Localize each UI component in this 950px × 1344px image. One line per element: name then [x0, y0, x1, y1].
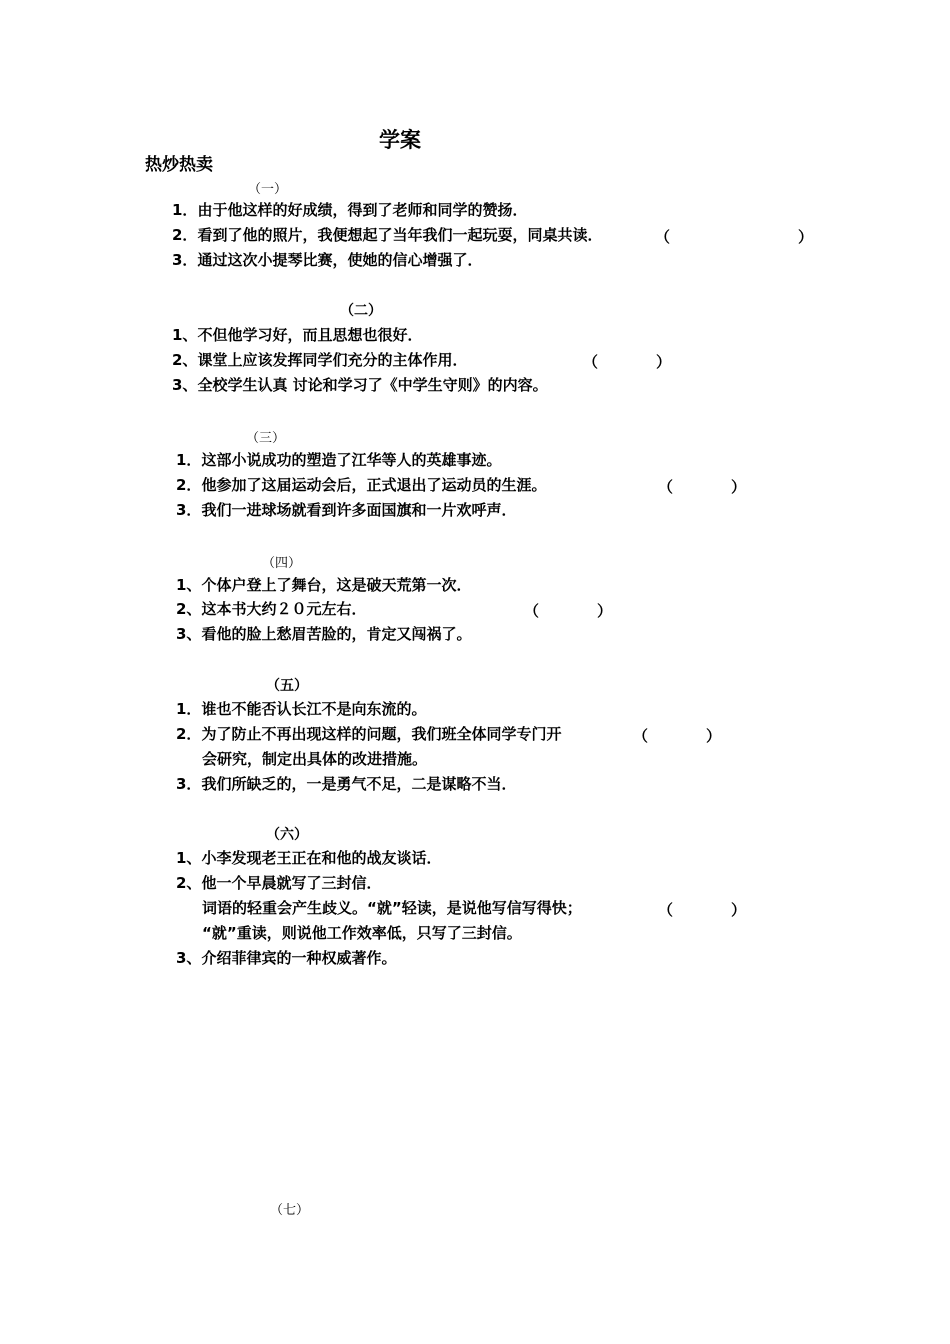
- item-text: 他参加了这届运动会后，正式退出了运动员的生涯。: [201, 476, 547, 494]
- answer-paren-close: ）: [706, 727, 722, 745]
- section-heading-2: （二）: [340, 303, 382, 319]
- answer-blank[interactable]: [583, 351, 671, 372]
- answer-paren-open: （: [633, 727, 649, 745]
- item-number: 2．: [176, 725, 202, 743]
- item-number: 1．: [176, 700, 202, 718]
- item-text: 看到了他的照片，我便想起了当年我们一起玩耍，同桌共读．: [197, 226, 603, 244]
- item-text: 这部小说成功的塑造了江华等人的英雄事迹。: [201, 451, 502, 469]
- item-text: 介绍菲律宾的一种权威著作。: [201, 949, 397, 967]
- item-number: 2．: [176, 476, 202, 494]
- answer-blank[interactable]: [633, 725, 721, 746]
- item-number: 2、: [176, 600, 202, 618]
- list-item: [172, 250, 482, 270]
- list-item: [172, 375, 548, 395]
- section-heading-3: （三）: [246, 431, 286, 446]
- item-number: 3．: [176, 501, 202, 519]
- item-text: 通过这次小提琴比赛，使她的信心增强了．: [197, 251, 483, 269]
- answer-paren-open: （: [655, 228, 671, 246]
- list-item: [176, 873, 381, 893]
- list-item: [176, 774, 516, 794]
- item-text: 词语的轻重会产生歧义。“就”轻读，是说他写信写得快；: [202, 899, 582, 917]
- list-item: [172, 200, 527, 220]
- item-number: 3、: [176, 949, 202, 967]
- item-number: 2、: [172, 351, 198, 369]
- answer-paren-open: （: [524, 602, 540, 620]
- item-text: 个体户登上了舞台，这是破天荒第一次．: [201, 576, 472, 594]
- list-item: [172, 325, 422, 345]
- answer-paren-close: ）: [731, 478, 747, 496]
- section-heading-4: （四）: [262, 556, 302, 571]
- item-number: 1、: [176, 849, 202, 867]
- answer-paren-close: ）: [656, 353, 672, 371]
- list-item: [176, 599, 366, 619]
- item-text: 由于他这样的好成绩，得到了老师和同学的赞扬．: [197, 201, 528, 219]
- list-item: [176, 724, 561, 744]
- item-text: 为了防止不再出现这样的问题，我们班全体同学专门开: [201, 725, 562, 743]
- answer-blank[interactable]: [658, 476, 746, 497]
- item-number: 1．: [176, 451, 202, 469]
- item-text: 课堂上应该发挥同学们充分的主体作用．: [197, 351, 468, 369]
- item-text: 谁也不能否认长江不是向东流的。: [201, 700, 427, 718]
- list-item: [172, 225, 602, 245]
- list-item: [176, 948, 396, 968]
- list-item: [176, 624, 471, 644]
- section-heading-5: （五）: [266, 678, 308, 694]
- answer-paren-open: （: [658, 901, 674, 919]
- answer-paren-close: ）: [597, 602, 613, 620]
- section-heading-6: （六）: [266, 827, 308, 843]
- item-number: 3、: [172, 376, 198, 394]
- list-item: [176, 575, 471, 595]
- page-title: 学案: [379, 128, 421, 152]
- answer-paren-close: ）: [731, 901, 747, 919]
- item-text: 这本书大约２０元左右．: [201, 600, 367, 618]
- answer-blank[interactable]: [655, 226, 813, 247]
- list-item: [176, 848, 441, 868]
- item-number: 3、: [176, 625, 202, 643]
- list-item: [172, 350, 467, 370]
- item-number: 1．: [172, 201, 198, 219]
- item-text: 他一个早晨就写了三封信．: [201, 874, 382, 892]
- item-number: 3．: [176, 775, 202, 793]
- list-item: [176, 450, 501, 470]
- item-text: 看他的脸上愁眉苦脸的，肯定又闯祸了。: [201, 625, 472, 643]
- item-text: 不但他学习好，而且思想也很好．: [197, 326, 423, 344]
- item-text: 小李发现老王正在和他的战友谈话．: [201, 849, 442, 867]
- item-number: 1、: [172, 326, 198, 344]
- item-number: 3．: [172, 251, 198, 269]
- item-text: 我们所缺乏的，一是勇气不足，二是谋略不当．: [201, 775, 517, 793]
- list-item-continuation: [202, 898, 582, 918]
- list-item: [176, 500, 516, 520]
- section-heading-1: （一）: [248, 182, 288, 197]
- list-item-continuation: [202, 923, 522, 943]
- answer-paren-open: （: [658, 478, 674, 496]
- answer-blank[interactable]: [658, 899, 746, 920]
- answer-paren-open: （: [583, 353, 599, 371]
- item-number: 1、: [176, 576, 202, 594]
- list-item: [176, 699, 426, 719]
- page-subtitle: 热炒热卖: [145, 155, 213, 175]
- item-text: 会研究，制定出具体的改进措施。: [202, 750, 428, 768]
- list-item-continuation: [202, 749, 427, 769]
- answer-blank[interactable]: [524, 600, 612, 621]
- item-number: 2、: [176, 874, 202, 892]
- section-heading-7: （七）: [270, 1203, 310, 1218]
- answer-paren-close: ）: [798, 228, 814, 246]
- list-item: [176, 475, 546, 495]
- item-text: 我们一进球场就看到许多面国旗和一片欢呼声．: [201, 501, 517, 519]
- item-text: 全校学生认真 讨论和学习了《中学生守则》的内容。: [197, 376, 548, 394]
- item-number: 2．: [172, 226, 198, 244]
- item-text: “就”重读，则说他工作效率低，只写了三封信。: [202, 924, 522, 942]
